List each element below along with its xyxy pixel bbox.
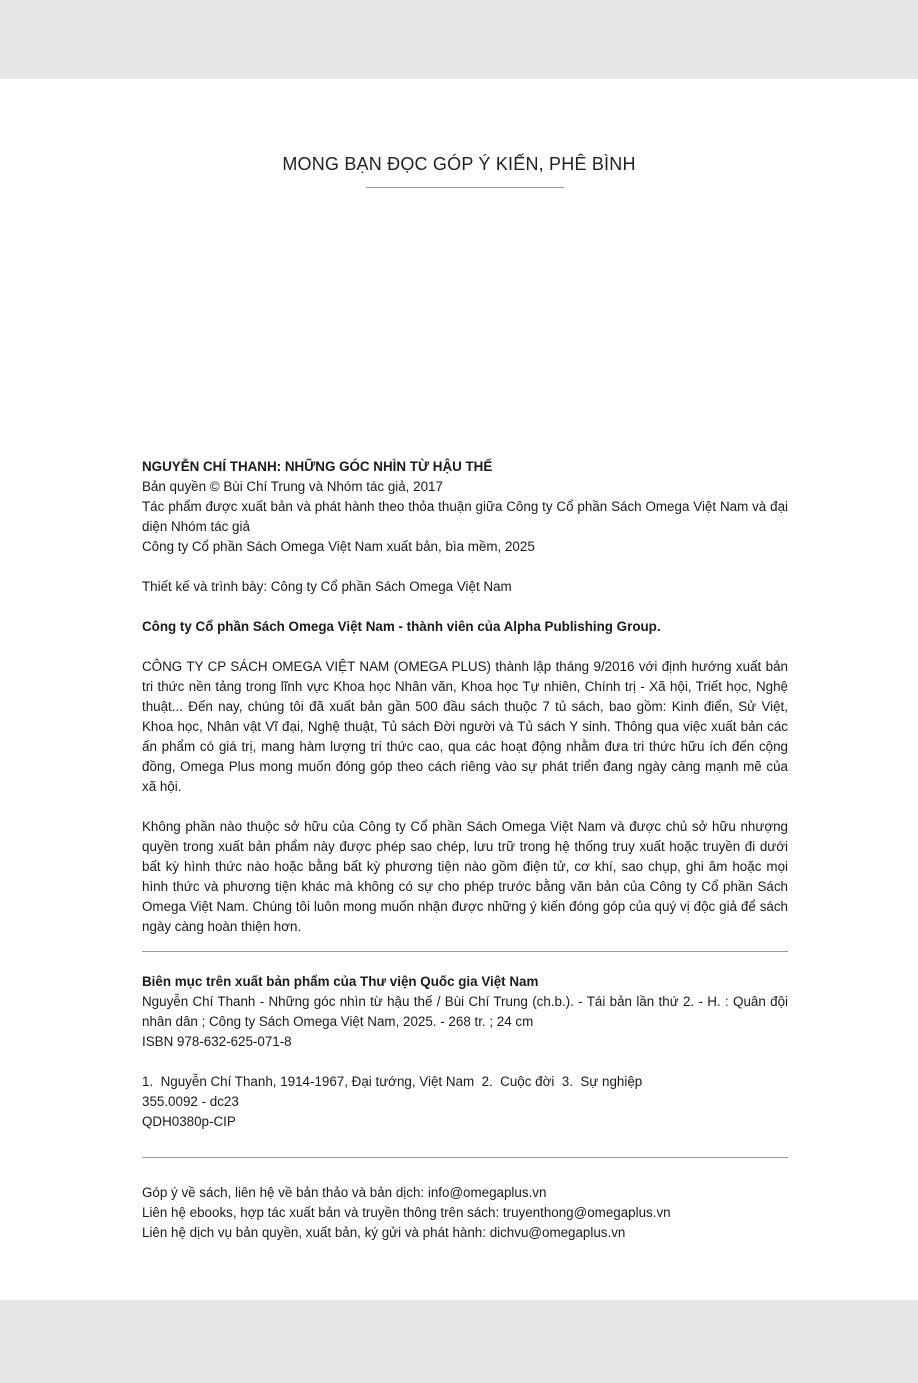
contact-line: Liên hệ dịch vụ bản quyền, xuất bản, ký gửi và phát hành: dichvu@omegaplus.vn	[142, 1225, 626, 1240]
section-divider	[142, 951, 788, 952]
cip-ddc: 355.0092 - dc23	[142, 1094, 239, 1109]
agreement-text: Tác phẩm được xuất bản và phát hành theo thỏa thuận giữa Công ty Cổ phần Sách Omega Việt Nam và đại diện Nhóm tác giả	[142, 499, 788, 534]
cip-heading: Biên mục trên xuất bản phẩm của Thư viện Quốc gia Việt Nam	[142, 974, 539, 989]
copyright-block	[142, 457, 788, 1243]
page	[0, 79, 918, 1300]
member-statement: Công ty Cổ phần Sách Omega Việt Nam - thành viên của Alpha Publishing Group.	[142, 619, 661, 634]
page-title: MONG BẠN ĐỌC GÓP Ý KIẾN, PHÊ BÌNH	[282, 154, 636, 174]
edition-text: Công ty Cổ phần Sách Omega Việt Nam xuất bản, bìa mềm, 2025	[142, 539, 535, 554]
contact-line: Liên hệ ebooks, hợp tác xuất bản và truyền thông trên sách: truyenthong@omegaplus.vn	[142, 1205, 671, 1220]
cip-code: QDH0380p-CIP	[142, 1114, 236, 1129]
contact-line: Góp ý về sách, liên hệ về bản thảo và bản dịch: info@omegaplus.vn	[142, 1185, 547, 1200]
cip-subjects: 1. Nguyễn Chí Thanh, 1914-1967, Đại tướng, Việt Nam 2. Cuộc đời 3. Sự nghiệp	[142, 1074, 643, 1089]
design-credit: Thiết kế và trình bày: Công ty Cổ phần Sách Omega Việt Nam	[142, 579, 512, 594]
section-divider	[142, 1157, 788, 1158]
copyright-line: Bản quyền © Bùi Chí Trung và Nhóm tác giả, 2017	[142, 479, 443, 494]
book-title: NGUYỄN CHÍ THANH: NHỮNG GÓC NHÌN TỪ HẬU THẾ	[142, 459, 493, 474]
about-paragraph: CÔNG TY CP SÁCH OMEGA VIỆT NAM (OMEGA PLUS) thành lập tháng 9/2016 với định hướng xuất bản tri thức nền tảng trong lĩnh vực Khoa học Nhân văn, Khoa học Tự nhiên, Chính trị - Xã hội, Triết học, Nghệ thuật... Đến nay, chúng tôi đã xuất bản gần 500 đầu sách thuộc 7 tủ sách, bao gồm: Kinh điển, Sử Việt, Khoa học, Nhân vật Vĩ đại, Nghệ thuật, Tủ sách Đời người và Tủ sách Y sinh. Thông qua việc xuất bản các ấn phẩm có giá trị, mang hàm lượng tri thức cao, qua các hoạt động nhằm đưa tri thức hữu ích đến cộng đồng, Omega Plus mong muốn đóng góp theo cách riêng vào sự phát triển đang ngày càng mạnh mẽ của xã hội.	[142, 659, 788, 794]
rights-notice: Không phần nào thuộc sở hữu của Công ty Cổ phần Sách Omega Việt Nam và được chủ sở hữu nhượng quyền trong xuất bản phẩm này được phép sao chép, lưu trữ trong hệ thống truy xuất hoặc truyền đi dưới bất kỳ hình thức nào hoặc bằng bất kỳ phương tiện nào gồm điện tử, cơ khí, sao chụp, ghi âm hoặc mọi hình thức và phương tiện khác mà không có sự cho phép trước bằng văn bản của Công ty Cổ phần Sách Omega Việt Nam. Chúng tôi luôn mong muốn nhận được những ý kiến đóng góp của quý vị độc giả để sách ngày càng hoàn thiện hơn.	[142, 819, 788, 934]
cip-entry: Nguyễn Chí Thanh - Những góc nhìn từ hậu thế / Bùi Chí Trung (ch.b.). - Tái bản lần thứ 2. - H. : Quân đội nhân dân ; Công ty Sách Omega Việt Nam, 2025. - 268 tr. ; 24 cm	[142, 994, 788, 1029]
title-divider	[366, 187, 564, 188]
isbn: ISBN 978-632-625-071-8	[142, 1034, 292, 1049]
